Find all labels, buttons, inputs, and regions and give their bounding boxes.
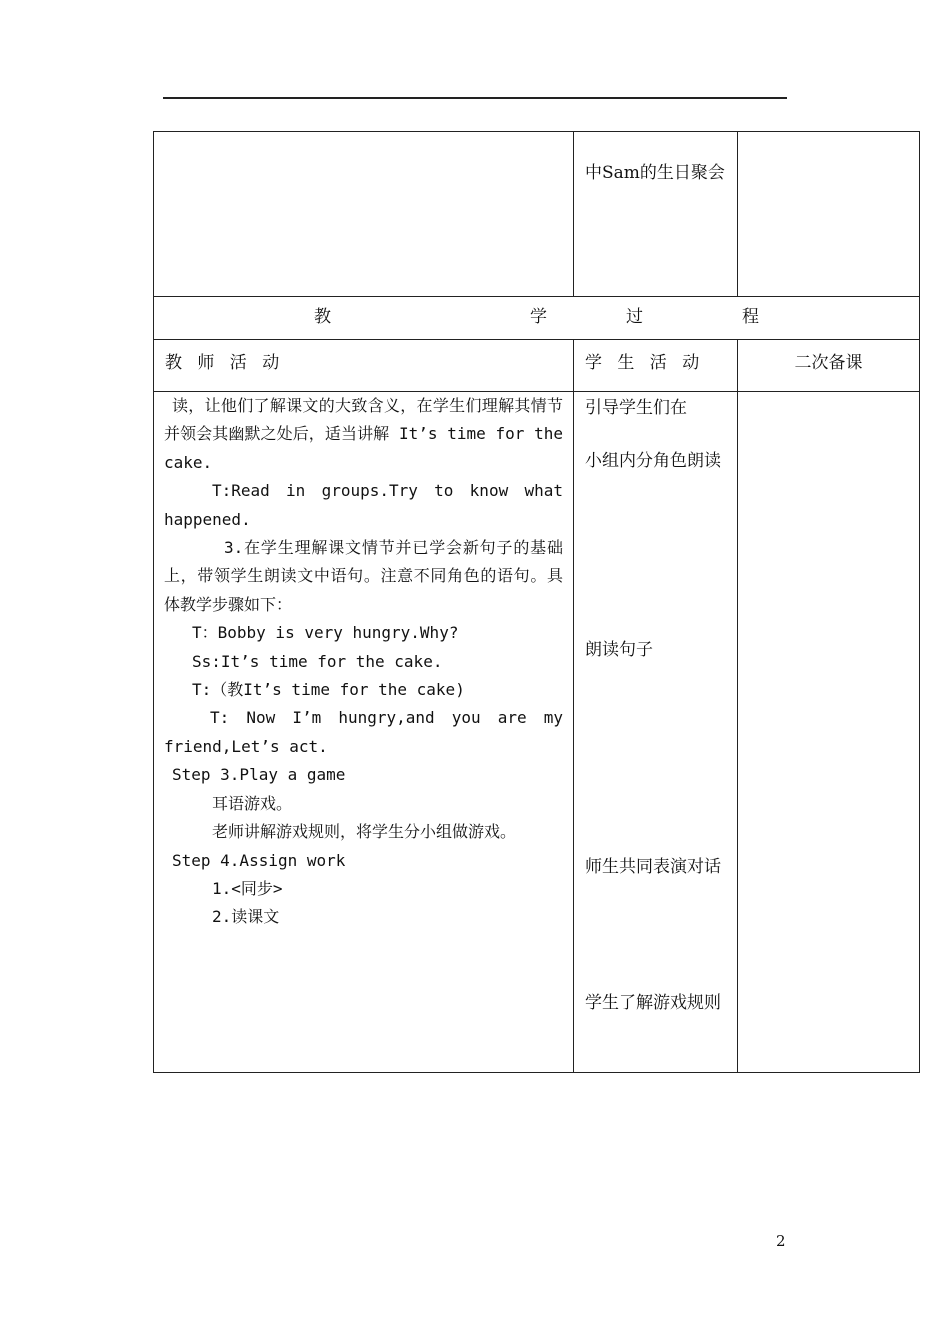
- process-char: 学: [530, 307, 547, 327]
- teacher-line: 老师讲解游戏规则，将学生分小组做游戏。: [212, 822, 517, 842]
- top-right-cell: [738, 132, 920, 297]
- teacher-line: [164, 534, 563, 619]
- process-char: 程: [742, 307, 759, 327]
- teacher-line-text: T: Now I’m hungry,and you are my friend,Let’s act.: [164, 708, 563, 756]
- teacher-line: [164, 704, 563, 761]
- teacher-line: 1.<同步>: [212, 878, 283, 898]
- teacher-line: T:（教It’s time for the cake): [192, 680, 465, 700]
- top-middle-cell: [574, 132, 738, 297]
- student-line: 学生了解游戏规则: [585, 993, 721, 1013]
- student-line: 小组内分角色朗读: [585, 451, 721, 471]
- student-line: 引导学生们在: [585, 398, 687, 418]
- process-row: [154, 297, 920, 340]
- page-number: 2: [776, 1232, 786, 1250]
- student-line: 师生共同表演对话: [585, 857, 721, 877]
- teacher-line: Step 3.Play a game: [172, 765, 346, 785]
- teacher-line-text: 3.在学生理解课文情节并已学会新句子的基础上，带领学生朗读文中语句。注意不同角色的语句。具体教学步骤如下：: [164, 538, 563, 614]
- teacher-activity-header: 教 师 活 动: [154, 340, 574, 392]
- column-header-row: [154, 340, 920, 392]
- notes-header: 二次备课: [738, 340, 920, 392]
- student-line: 朗读句子: [585, 640, 653, 660]
- lesson-plan-table: [153, 131, 920, 1073]
- teacher-line: T：Bobby is very hungry.Why?: [192, 623, 459, 643]
- top-middle-text: 中Sam的生日聚会: [585, 163, 725, 183]
- teacher-line: Ss:It’s time for the cake.: [192, 651, 443, 671]
- process-char: 教: [314, 307, 331, 327]
- top-row: [154, 132, 920, 297]
- body-row: [154, 392, 920, 1073]
- teacher-line: 读，让他们了解课文的大致含义，在学生们理解其情节并领会其幽默之处后，适当讲解 It’s time for the cake.: [164, 396, 563, 472]
- header-rule: [163, 97, 787, 99]
- teacher-activity-cell: [154, 392, 574, 1073]
- process-title: [154, 297, 920, 340]
- teacher-line: 耳语游戏。: [212, 793, 293, 813]
- student-activity-cell: [574, 392, 738, 1073]
- top-left-cell: [154, 132, 574, 297]
- teacher-line: Step 4.Assign work: [172, 850, 346, 870]
- teacher-line-text: T:Read in groups.Try to know what happened.: [164, 481, 563, 529]
- teacher-line: 2.读课文: [212, 907, 280, 927]
- teacher-line: [164, 477, 563, 534]
- process-char: 过: [626, 307, 643, 327]
- student-activity-header: 学 生 活 动: [574, 340, 738, 392]
- notes-cell: [738, 392, 920, 1073]
